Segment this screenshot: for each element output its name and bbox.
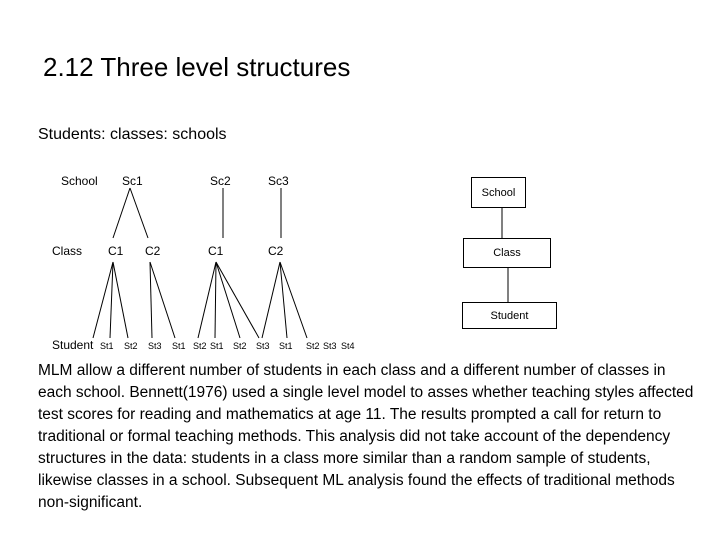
- student-node: St2: [306, 341, 320, 351]
- student-node: St1: [172, 341, 186, 351]
- tree-edge: [280, 262, 287, 338]
- student-node: St3: [148, 341, 162, 351]
- level-label-student: Student: [52, 338, 94, 352]
- tree-edge: [150, 262, 152, 338]
- slide-title: 2.12 Three level structures: [43, 52, 351, 82]
- student-node: St3: [256, 341, 270, 351]
- class-node: C2: [145, 244, 161, 258]
- tree-edge: [280, 262, 307, 338]
- student-node: St3: [323, 341, 337, 351]
- tree-edge: [113, 262, 128, 338]
- tree-edge: [198, 262, 216, 338]
- student-node: St2: [124, 341, 138, 351]
- student-node: St1: [279, 341, 293, 351]
- level-label-class: Class: [52, 244, 83, 258]
- class-node: C1: [108, 244, 124, 258]
- tree-edge: [113, 188, 130, 238]
- level-label-school: School: [61, 174, 98, 188]
- student-node: St1: [210, 341, 224, 351]
- student-node: St4: [341, 341, 355, 351]
- tree-edge: [216, 262, 259, 338]
- body-paragraph: MLM allow a different number of students in each class and a different number of classes in each school. Bennett(1976) used a single level model to asses whether teaching styles affected test scores for reading and mathematics at age 11. The results prompted a call for return to traditional or formal teaching methods. This analysis did not take account of the dependency structures in the data: students in a class more similar than a random sample of students, likewise classes in a school. Subsequent ML analysis found the effects of traditional methods non-significant.: [38, 362, 694, 511]
- school-node: Sc3: [268, 174, 289, 188]
- tree-edge: [130, 188, 148, 238]
- tree-edge: [216, 262, 240, 338]
- tree-edge: [150, 262, 175, 338]
- tree-edge: [215, 262, 216, 338]
- class-node: C1: [208, 244, 224, 258]
- slide-subtitle: Students: classes: schools: [38, 126, 227, 143]
- school-node: Sc2: [210, 174, 231, 188]
- hierarchy-box-class: Class: [463, 238, 551, 268]
- tree-edge: [262, 262, 280, 338]
- hierarchy-box-school: School: [471, 177, 526, 208]
- student-node: St2: [193, 341, 207, 351]
- student-node: St2: [233, 341, 247, 351]
- student-node: St1: [100, 341, 114, 351]
- school-node: Sc1: [122, 174, 143, 188]
- hierarchy-box-student: Student: [462, 302, 557, 329]
- class-node: C2: [268, 244, 284, 258]
